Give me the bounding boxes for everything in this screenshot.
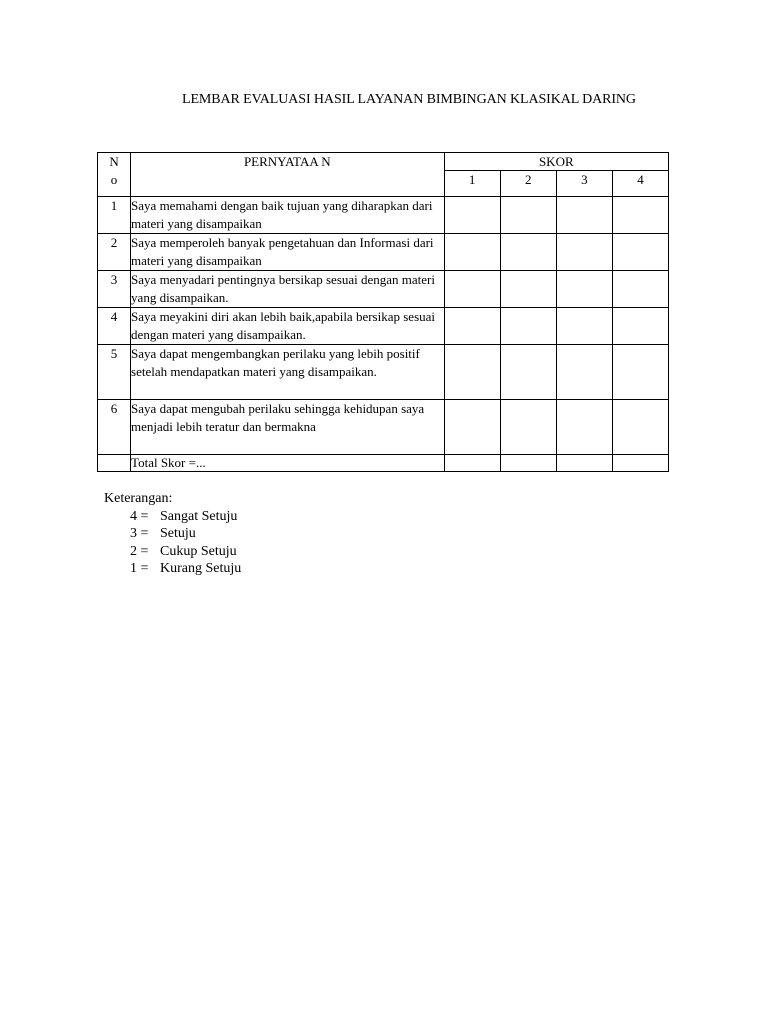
score-cell-3[interactable] xyxy=(556,271,612,308)
score-cell-4[interactable] xyxy=(612,400,668,455)
legend-value: Kurang Setuju xyxy=(160,561,242,576)
header-row xyxy=(98,153,669,171)
score-cell-4[interactable] xyxy=(612,197,668,234)
row-statement: Saya dapat mengubah perilaku sehingga kehidupan saya menjadi lebih teratur dan bermakna xyxy=(131,400,445,455)
legend-value: Cukup Setuju xyxy=(160,543,237,559)
total-score-cell-3[interactable] xyxy=(556,455,612,472)
table-row xyxy=(98,234,669,271)
row-statement: Saya memahami dengan baik tujuan yang diharapkan dari materi yang disampaikan xyxy=(131,197,445,234)
score-cell-2[interactable] xyxy=(500,308,556,345)
score-cell-3[interactable] xyxy=(556,308,612,345)
score-cell-4[interactable] xyxy=(612,271,668,308)
header-no xyxy=(98,153,131,197)
evaluation-table xyxy=(97,152,669,472)
legend-item xyxy=(130,560,241,578)
legend-key: 1 = xyxy=(130,561,149,576)
table-row xyxy=(98,400,669,455)
score-cell-4[interactable] xyxy=(612,308,668,345)
table-row xyxy=(98,271,669,308)
total-no-cell xyxy=(98,455,131,472)
score-cell-2[interactable] xyxy=(500,271,556,308)
header-statement-label: PERNYATAA N xyxy=(243,154,331,169)
score-cell-1[interactable] xyxy=(444,400,500,455)
row-number: 2 xyxy=(98,234,131,271)
row-number: 6 xyxy=(98,400,131,455)
score-cell-4[interactable] xyxy=(612,234,668,271)
total-label: Total Skor =... xyxy=(131,455,445,472)
row-number: 5 xyxy=(98,345,131,400)
document-title: LEMBAR EVALUASI HASIL LAYANAN BIMBINGAN KLASIKAL DARING xyxy=(182,92,636,107)
row-number: 4 xyxy=(98,308,131,345)
legend-item xyxy=(130,525,241,543)
score-cell-1[interactable] xyxy=(444,345,500,400)
legend-item xyxy=(130,508,241,526)
total-row xyxy=(98,455,669,472)
score-cell-3[interactable] xyxy=(556,234,612,271)
score-cell-2[interactable] xyxy=(500,197,556,234)
score-header-3: 3 xyxy=(556,171,612,197)
table-row xyxy=(98,345,669,400)
legend-key: 4 = xyxy=(130,508,149,524)
score-cell-3[interactable] xyxy=(556,400,612,455)
score-cell-1[interactable] xyxy=(444,308,500,345)
total-score-cell-4[interactable] xyxy=(612,455,668,472)
row-number: 1 xyxy=(98,197,131,234)
row-number: 3 xyxy=(98,271,131,308)
score-header-1: 1 xyxy=(444,171,500,197)
score-cell-3[interactable] xyxy=(556,345,612,400)
legend-value: Setuju xyxy=(160,526,196,541)
score-cell-2[interactable] xyxy=(500,400,556,455)
header-statement xyxy=(131,153,445,197)
total-score-cell-2[interactable] xyxy=(500,455,556,472)
total-score-cell-1[interactable] xyxy=(444,455,500,472)
legend xyxy=(104,490,241,578)
row-statement: Saya meyakini diri akan lebih baik,apabila bersikap sesuai dengan materi yang disampaikan. xyxy=(131,308,445,345)
score-header-2: 2 xyxy=(500,171,556,197)
legend-key: 3 = xyxy=(130,526,149,541)
legend-heading: Keterangan: xyxy=(104,491,173,506)
score-cell-3[interactable] xyxy=(556,197,612,234)
legend-key: 2 = xyxy=(130,543,149,559)
header-no-label: N o xyxy=(109,154,119,187)
legend-value: Sangat Setuju xyxy=(160,508,238,524)
row-statement: Saya menyadari pentingnya bersikap sesuai dengan materi yang disampaikan. xyxy=(131,271,445,308)
score-cell-2[interactable] xyxy=(500,345,556,400)
row-statement: Saya dapat mengembangkan perilaku yang lebih positif setelah mendapatkan materi yang disampaikan. xyxy=(131,345,445,400)
score-cell-1[interactable] xyxy=(444,271,500,308)
score-header-4: 4 xyxy=(612,171,668,197)
score-cell-1[interactable] xyxy=(444,197,500,234)
legend-item xyxy=(130,543,241,561)
header-skor: SKOR xyxy=(444,153,668,171)
table-row xyxy=(98,308,669,345)
score-cell-2[interactable] xyxy=(500,234,556,271)
score-cell-1[interactable] xyxy=(444,234,500,271)
row-statement: Saya memperoleh banyak pengetahuan dan Informasi dari materi yang disampaikan xyxy=(131,234,445,271)
legend-list xyxy=(130,508,241,578)
table-row xyxy=(98,197,669,234)
score-cell-4[interactable] xyxy=(612,345,668,400)
